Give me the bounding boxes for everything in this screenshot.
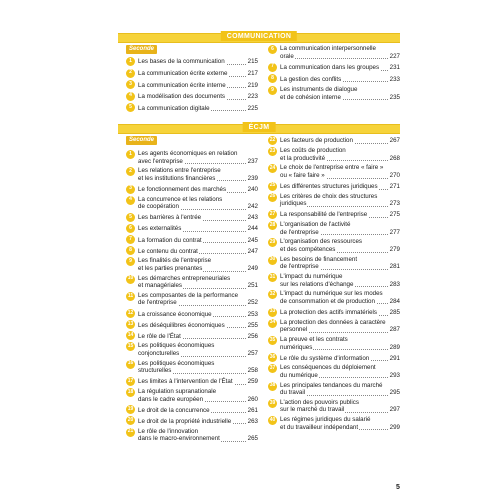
entry-title: Les politiques économiques structurelles [138, 359, 215, 375]
entry-title: La modélisation des documents [138, 93, 226, 101]
entry-number-badge: 36 [268, 353, 277, 362]
toc-entry [126, 80, 258, 89]
entry-title-wrap [280, 416, 388, 431]
entry-number-badge: 35 [268, 336, 277, 345]
entry-title-wrap [280, 399, 388, 414]
communication-section-bar [118, 33, 400, 43]
entry-page-number: 240 [247, 185, 258, 193]
entry-title-wrap [280, 137, 388, 145]
entry-title: Les bases de la communication [138, 58, 225, 66]
entry-title-wrap [280, 211, 388, 219]
toc-entry [126, 388, 258, 403]
entry-title: L'impact du numérique sur les relations d'échange [280, 272, 354, 288]
entry-number-badge: 28 [268, 221, 277, 230]
entry-title: La responsabilité de l'entreprise [280, 211, 368, 219]
entry-title: Le rôle de l'État [138, 332, 181, 340]
entry-number-badge: 4 [126, 92, 135, 101]
entry-title: La formation du contrat [138, 236, 202, 244]
entry-page-number: 297 [389, 406, 400, 414]
entry-title: La preuve et les contrats numériques [280, 335, 348, 351]
entry-page-number: 289 [389, 343, 400, 351]
entry-page-number: 284 [389, 297, 400, 305]
entry-page-number: 270 [389, 171, 400, 179]
toc-entry [126, 292, 258, 307]
entry-title-wrap [280, 382, 388, 397]
entry-number-badge: 12 [126, 309, 135, 318]
entry-title-wrap [280, 193, 388, 208]
entry-title-wrap [138, 93, 246, 101]
entry-title-wrap [280, 309, 388, 317]
toc-entry [268, 319, 400, 334]
entry-title: La croissance économique [138, 310, 212, 318]
entry-number-badge: 30 [268, 256, 277, 265]
entry-page-number: 291 [389, 354, 400, 362]
entry-number-badge: 17 [126, 377, 135, 386]
entry-title-wrap [138, 275, 246, 290]
entry-title-wrap [280, 256, 388, 271]
toc-entry [268, 147, 400, 162]
entry-page-number: 275 [389, 211, 400, 219]
entry-title-wrap [280, 221, 388, 236]
entry-title-wrap [138, 225, 246, 233]
communication-subhead: Seconde [126, 45, 157, 54]
entry-title: Les principales tendances du marché du travail [280, 381, 383, 397]
entry-number-badge: 23 [268, 147, 277, 156]
entry-title-wrap [280, 183, 388, 191]
toc-entry [268, 273, 400, 288]
entry-title-wrap [138, 70, 246, 78]
entry-title: Les instruments de dialogue et de cohésion interne [280, 85, 358, 101]
entry-page-number: 285 [389, 308, 400, 316]
entry-title: Les régimes juridiques du salarié et du travailleur indépendant [280, 416, 371, 431]
entry-title-wrap [280, 76, 388, 84]
entry-title: Les facteurs de production [280, 137, 353, 145]
entry-title-wrap [138, 342, 246, 357]
toc-entry [268, 382, 400, 397]
entry-number-badge: 32 [268, 290, 277, 299]
toc-entry [126, 213, 258, 222]
entry-title: Le droit de la concurrence [138, 406, 210, 414]
entry-number-badge: 7 [268, 63, 277, 72]
entry-title: Le rôle du système d'information [280, 354, 370, 362]
entry-number-badge: 20 [126, 416, 135, 425]
entry-page-number: 259 [247, 378, 258, 386]
toc-entry [126, 167, 258, 182]
entry-number-badge: 38 [268, 382, 277, 391]
entry-page-number: 217 [247, 70, 258, 77]
entry-title: Les déséquilibres économiques [138, 321, 225, 329]
entry-page-number: 251 [247, 282, 258, 290]
entry-number-badge: 37 [268, 364, 277, 373]
entry-title-wrap [138, 311, 246, 319]
entry-number-badge: 15 [126, 342, 135, 351]
toc-entry [268, 256, 400, 271]
ecjm-section-title: ÉCJM [243, 122, 276, 132]
toc-entry [126, 416, 258, 425]
entry-title-wrap [280, 273, 388, 288]
entry-title-wrap [138, 186, 246, 194]
entry-page-number: 258 [247, 367, 258, 375]
toc-entry [268, 86, 400, 101]
entry-title: Le contenu du contrat [138, 247, 198, 255]
toc-entry [268, 210, 400, 219]
entry-number-badge: 6 [268, 45, 277, 54]
entry-title: L'organisation de l'activité de l'entreprise [280, 221, 351, 236]
entry-page-number: 253 [247, 310, 258, 318]
entry-number-badge: 27 [268, 210, 277, 219]
entry-title-wrap [138, 167, 246, 182]
entry-title: Les différentes structures juridiques [280, 183, 378, 191]
entry-title: La communication digitale [138, 104, 210, 112]
entry-title: La communication dans les groupes [280, 64, 380, 72]
ecjm-subhead: Seconde [126, 136, 157, 145]
entry-title: Les démarches entrepreneuriales et managériales [138, 274, 231, 290]
entry-number-badge: 2 [126, 167, 135, 176]
toc-entry [268, 238, 400, 253]
toc-entry [126, 275, 258, 290]
entry-title-wrap [138, 360, 246, 375]
entry-title-wrap [280, 45, 388, 60]
entry-title-wrap [138, 105, 246, 113]
entry-page-number: 252 [247, 299, 258, 307]
entry-page-number: 225 [247, 104, 258, 112]
entry-title-wrap [138, 378, 246, 386]
entry-page-number: 239 [247, 174, 258, 182]
entry-page-number: 260 [247, 395, 258, 403]
toc-entry [126, 331, 258, 340]
entry-title-wrap [280, 355, 388, 363]
entry-title-wrap [280, 64, 388, 72]
entry-title-wrap [280, 364, 388, 379]
toc-entry [126, 185, 258, 194]
entry-page-number: 233 [389, 75, 400, 83]
entry-title-wrap [280, 336, 388, 351]
toc-entry [126, 246, 258, 255]
entry-page-number: 299 [389, 423, 400, 431]
toc-entry [268, 164, 400, 179]
entry-title: Les conséquences du déploiement du numérique [280, 364, 376, 379]
entry-title-wrap [138, 58, 246, 66]
ecjm-right-column [268, 136, 400, 433]
entry-number-badge: 14 [126, 331, 135, 340]
entry-title: Le droit de la propriété industrielle [138, 417, 232, 425]
toc-entry [126, 377, 258, 386]
toc-entry [268, 63, 400, 72]
entry-page-number: 283 [389, 280, 400, 288]
entry-number-badge: 18 [126, 388, 135, 397]
toc-entry [268, 193, 400, 208]
entry-number-badge: 9 [126, 257, 135, 266]
entry-number-badge: 34 [268, 319, 277, 328]
entry-title: Les besoins de financement de l'entreprise [280, 255, 358, 271]
entry-title-wrap [138, 418, 246, 426]
entry-title: Les relations entre l'entreprise et les institutions financières [138, 167, 221, 182]
entry-page-number: 257 [247, 350, 258, 358]
entry-title-wrap [138, 150, 246, 165]
toc-entry [126, 428, 258, 443]
entry-number-badge: 40 [268, 416, 277, 425]
toc-entry [126, 342, 258, 357]
entry-number-badge: 25 [268, 182, 277, 191]
entry-page-number: 223 [247, 93, 258, 101]
entry-page-number: 255 [247, 321, 258, 329]
entry-page-number: 267 [389, 137, 400, 145]
entry-title: Les barrières à l'entrée [138, 214, 202, 222]
toc-entry [268, 221, 400, 236]
entry-title-wrap [138, 257, 246, 272]
entry-number-badge: 3 [126, 80, 135, 89]
entry-number-badge: 5 [126, 213, 135, 222]
toc-entry [126, 150, 258, 165]
entry-number-badge: 19 [126, 405, 135, 414]
toc-entry [268, 182, 400, 191]
entry-title-wrap [280, 238, 388, 253]
ecjm-left-column [126, 150, 258, 445]
entry-number-badge: 1 [126, 57, 135, 66]
communication-right-column [268, 45, 400, 104]
entry-title-wrap [138, 214, 246, 222]
entry-number-badge: 3 [126, 185, 135, 194]
entry-number-badge: 31 [268, 273, 277, 282]
entry-title: Les politiques économiques conjoncturelles [138, 342, 215, 358]
entry-title-wrap [280, 86, 388, 101]
entry-number-badge: 13 [126, 320, 135, 329]
toc-entry [126, 360, 258, 375]
toc-entry [126, 257, 258, 272]
entry-number-badge: 24 [268, 164, 277, 173]
entry-number-badge: 11 [126, 292, 135, 301]
entry-title-wrap [138, 196, 246, 211]
communication-section-title: COMMUNICATION [221, 31, 297, 41]
entry-page-number: 268 [389, 154, 400, 162]
entry-title-wrap [280, 147, 388, 162]
toc-entry [126, 69, 258, 78]
entry-title-wrap [280, 164, 388, 179]
toc-entry [268, 353, 400, 362]
entry-page-number: 231 [389, 64, 400, 72]
entry-title-wrap [280, 290, 388, 305]
entry-number-badge: 21 [126, 428, 135, 437]
entry-number-badge: 16 [126, 360, 135, 369]
entry-page-number: 256 [247, 332, 258, 340]
entry-number-badge: 10 [126, 275, 135, 284]
toc-entry [268, 74, 400, 83]
toc-entry [126, 196, 258, 211]
entry-page-number: 237 [247, 157, 258, 165]
entry-page-number: 271 [389, 183, 400, 191]
toc-entry [268, 308, 400, 317]
ecjm-section-bar [118, 124, 400, 134]
entry-number-badge: 7 [126, 235, 135, 244]
entry-title: L'organisation des ressources et des compétences [280, 238, 363, 253]
entry-title: La protection des actifs immatériels [280, 308, 377, 316]
toc-entry [126, 405, 258, 414]
entry-number-badge: 2 [126, 69, 135, 78]
entry-title: La communication interpersonnelle orale [280, 45, 376, 60]
entry-title: La gestion des conflits [280, 75, 342, 83]
entry-title: La régulation supranationale dans le cadre européen [138, 388, 217, 403]
entry-title: Les agents économiques en relation avec l'entreprise [138, 150, 238, 165]
entry-title: Les limites à l'intervention de l'État [138, 378, 233, 386]
dot-leader [280, 58, 388, 59]
entry-title: Les composantes de la performance de l'entreprise [138, 291, 239, 307]
entry-title-wrap [138, 407, 246, 415]
entry-title: Le choix de l'entreprise entre « faire » ou « faire faire » [280, 164, 384, 179]
entry-title-wrap [138, 237, 246, 245]
entry-number-badge: 9 [268, 86, 277, 95]
toc-entry [126, 235, 258, 244]
entry-title-wrap [138, 292, 246, 307]
entry-title: Le rôle de l'innovation dans le macro-environnement [138, 427, 220, 443]
entry-page-number: 287 [389, 326, 400, 334]
entry-title: La protection des données à caractère personnel [280, 318, 386, 334]
entry-page-number: 273 [389, 200, 400, 208]
entry-title-wrap [138, 428, 246, 443]
communication-left-column [126, 57, 258, 115]
entry-title: L'action des pouvoirs publics sur le marché du travail [280, 398, 359, 414]
entry-page-number: 243 [247, 214, 258, 222]
entry-title: Les externalités [138, 225, 182, 233]
entry-number-badge: 26 [268, 193, 277, 202]
toc-entry [126, 103, 258, 112]
entry-title-wrap [138, 248, 246, 256]
entry-number-badge: 22 [268, 136, 277, 145]
toc-entry [126, 224, 258, 233]
toc-entry [126, 92, 258, 101]
entry-title-wrap [138, 322, 246, 330]
entry-page-number: 265 [247, 435, 258, 443]
entry-page-number: 277 [389, 228, 400, 236]
entry-page-number: 247 [247, 247, 258, 255]
entry-title-wrap [138, 82, 246, 90]
entry-title: Les coûts de production et la productivité [280, 147, 346, 162]
entry-title: L'impact du numérique sur les modes de consommation et de production [280, 290, 383, 305]
entry-page-number: 279 [389, 246, 400, 253]
entry-number-badge: 39 [268, 399, 277, 408]
toc-entry [126, 320, 258, 329]
entry-title-wrap [138, 388, 246, 403]
page-number: 5 [396, 484, 400, 491]
entry-page-number: 281 [389, 263, 400, 271]
entry-page-number: 261 [247, 406, 258, 414]
entry-title: Les finalités de l'entreprise et les parties prenantes [138, 257, 212, 272]
entry-number-badge: 33 [268, 308, 277, 317]
entry-number-badge: 8 [126, 246, 135, 255]
entry-title: Les critères de choix des structures juridiques [280, 192, 378, 208]
entry-page-number: 227 [389, 52, 400, 60]
entry-page-number: 242 [247, 203, 258, 211]
toc-entry [268, 416, 400, 431]
entry-number-badge: 5 [126, 103, 135, 112]
toc-entry [126, 309, 258, 318]
entry-number-badge: 1 [126, 150, 135, 159]
toc-entry [268, 364, 400, 379]
entry-number-badge: 8 [268, 74, 277, 83]
toc-entry [268, 336, 400, 351]
entry-number-badge: 4 [126, 196, 135, 205]
entry-number-badge: 6 [126, 224, 135, 233]
entry-title-wrap [280, 319, 388, 334]
toc-entry [126, 57, 258, 66]
entry-page-number: 295 [389, 389, 400, 397]
entry-page-number: 244 [247, 225, 258, 233]
entry-title-wrap [138, 333, 246, 341]
entry-page-number: 245 [247, 236, 258, 244]
entry-page-number: 263 [247, 417, 258, 425]
entry-title: La concurrence et les relations de coopération [138, 195, 223, 211]
entry-title: La communication écrite externe [138, 70, 228, 77]
entry-number-badge: 29 [268, 238, 277, 247]
toc-entry [268, 136, 400, 145]
toc-entry [268, 399, 400, 414]
entry-title: La communication écrite interne [138, 81, 226, 89]
entry-page-number: 235 [389, 93, 400, 101]
toc-entry [268, 45, 400, 60]
toc-entry [268, 290, 400, 305]
entry-page-number: 249 [247, 264, 258, 272]
entry-title: Le fonctionnement des marchés [138, 185, 227, 193]
entry-page-number: 293 [389, 371, 400, 379]
entry-page-number: 215 [247, 58, 258, 66]
entry-page-number: 219 [247, 81, 258, 89]
